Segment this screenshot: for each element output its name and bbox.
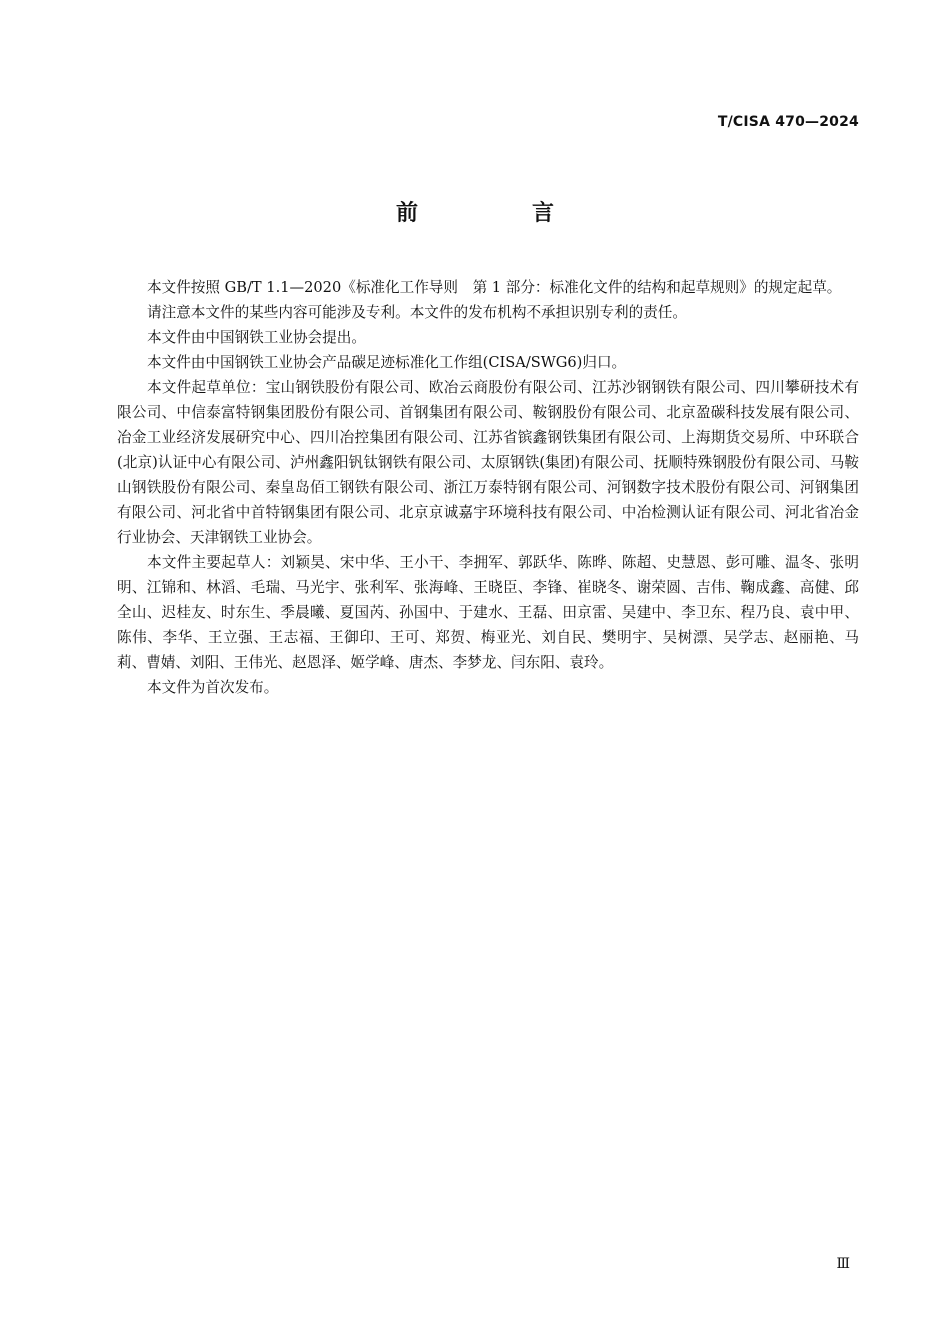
paragraph-patent-notice: 请注意本文件的某些内容可能涉及专利。本文件的发布机构不承担识别专利的责任。 (147, 304, 687, 321)
paragraph-drafting-units: 本文件起草单位：宝山钢铁股份有限公司、欧冶云商股份有限公司、江苏沙钢钢铁有限公司、四川攀研技术有限公司、中信泰富特钢集团股份有限公司、首钢集团有限公司、鞍钢股份有限公司、北京盈碳科技发展有限公司、冶金工业经济发展研究中心、四川冶控集团有限公司、江苏省镔鑫钢铁集团有限公司、上海期货交易所、中环联合(北京)认证中心有限公司、泸州鑫阳钒钛钢铁有限公司、太原钢铁(集团)有限公司、抚顺特殊钢股份有限公司、马鞍山钢铁股份有限公司、秦皇岛佰工钢铁有限公司、浙江万泰特钢有限公司、河钢数字技术股份有限公司、河钢集团有限公司、河北省中首特钢集团有限公司、北京京诚嘉宇环境科技有限公司、中冶检测认证有限公司、河北省冶金行业协会、天津钢铁工业协会。 (117, 379, 859, 546)
paragraph-proposer: 本文件由中国钢铁工业协会提出。 (147, 329, 366, 346)
paragraph-first-release: 本文件为首次发布。 (147, 679, 279, 696)
page-number: Ⅲ (836, 1256, 850, 1272)
paragraph-drafting-rules: 本文件按照 GB/T 1.1—2020《标准化工作导则 第 1 部分：标准化文件的结构和起草规则》的规定起草。 (147, 279, 842, 296)
standard-code: T/CISA 470—2024 (717, 114, 859, 130)
foreword-body (117, 275, 859, 700)
paragraph-drafters: 本文件主要起草人：刘颖昊、宋中华、王小干、李拥军、郭跃华、陈晔、陈超、史慧恩、彭可雕、温冬、张明明、江锦和、林滔、毛瑞、马光宇、张利军、张海峰、王晓臣、李锋、崔晓冬、谢荣圆、吉伟、鞠成鑫、高健、邱全山、迟桂友、时东生、季晨曦、夏国芮、孙国中、于建水、王磊、田京雷、吴建中、李卫东、程乃良、袁中甲、陈伟、李华、王立强、王志福、王御印、王可、郑贺、梅亚光、刘自民、樊明宇、吴树漂、吴学志、赵丽艳、马莉、曹婧、刘阳、王伟光、赵恩泽、姬学峰、唐杰、李梦龙、闫东阳、袁玲。 (117, 554, 859, 671)
page-title: 前 言 (395, 201, 600, 226)
paragraph-administrator: 本文件由中国钢铁工业协会产品碳足迹标准化工作组(CISA/SWG6)归口。 (147, 354, 627, 371)
